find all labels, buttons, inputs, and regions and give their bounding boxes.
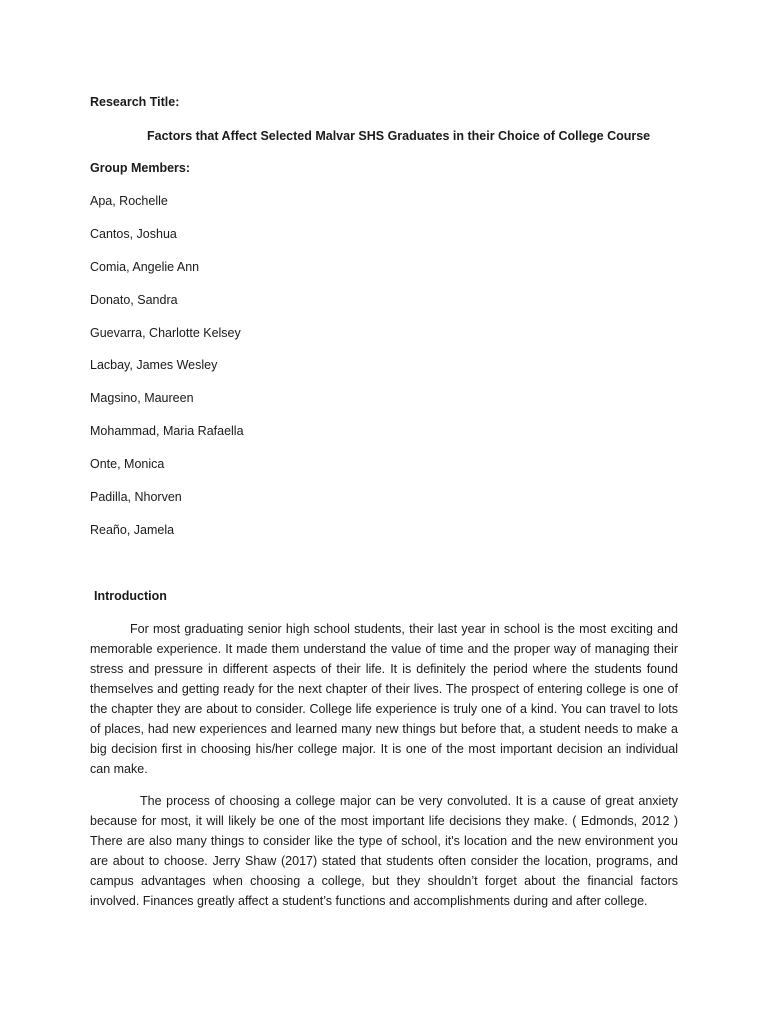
member-name: Guevarra, Charlotte Kelsey [90, 326, 241, 340]
research-title: Factors that Affect Selected Malvar SHS Graduates in their Choice of College Course [147, 129, 651, 143]
member-name: Apa, Rochelle [90, 194, 168, 208]
member-name: Mohammad, Maria Rafaella [90, 424, 244, 438]
introduction-heading: Introduction [94, 589, 167, 603]
group-members-label: Group Members: [90, 161, 191, 175]
member-name: Comia, Angelie Ann [90, 260, 200, 274]
introduction-paragraph: For most graduating senior high school students, their last year in school is the most exciting and memorable experience. It made them understand the value of time and the proper way of managing their stress and pressure in different aspects of their life. It is definitely the period where the students found themselves and getting ready for the next chapter of their lives. The prospect of entering college is one of the chapter they are about to consider. College life experience is truly one of a kind. You can travel to lots of places, had new experiences and learned many new things but before that, a student needs to make a big decision first in choosing his/her college major. It is one of the most important decision an individual can make. [90, 622, 678, 776]
member-name: Donato, Sandra [90, 293, 178, 307]
member-name: Onte, Monica [90, 457, 165, 471]
member-name: Lacbay, James Wesley [90, 358, 218, 372]
research-title-label: Research Title: [90, 95, 180, 109]
member-name: Cantos, Joshua [90, 227, 177, 241]
member-name: Padilla, Nhorven [90, 490, 182, 504]
introduction-paragraph: The process of choosing a college major can be very convoluted. It is a cause of great anxiety because for most, it will likely be one of the most important life decisions they make. ( Edmonds, 2012 ) There are also many things to consider like the type of school, it's location and the new environment you are about to choose. Jerry Shaw (2017) stated that students often consider the location, programs, and campus advantages when choosing a college, but they shouldn’t forget about the financial factors involved. Finances greatly affect a student’s functions and accomplishments during and after college. [90, 794, 678, 908]
member-name: Magsino, Maureen [90, 391, 194, 405]
member-name: Reaño, Jamela [90, 523, 175, 537]
